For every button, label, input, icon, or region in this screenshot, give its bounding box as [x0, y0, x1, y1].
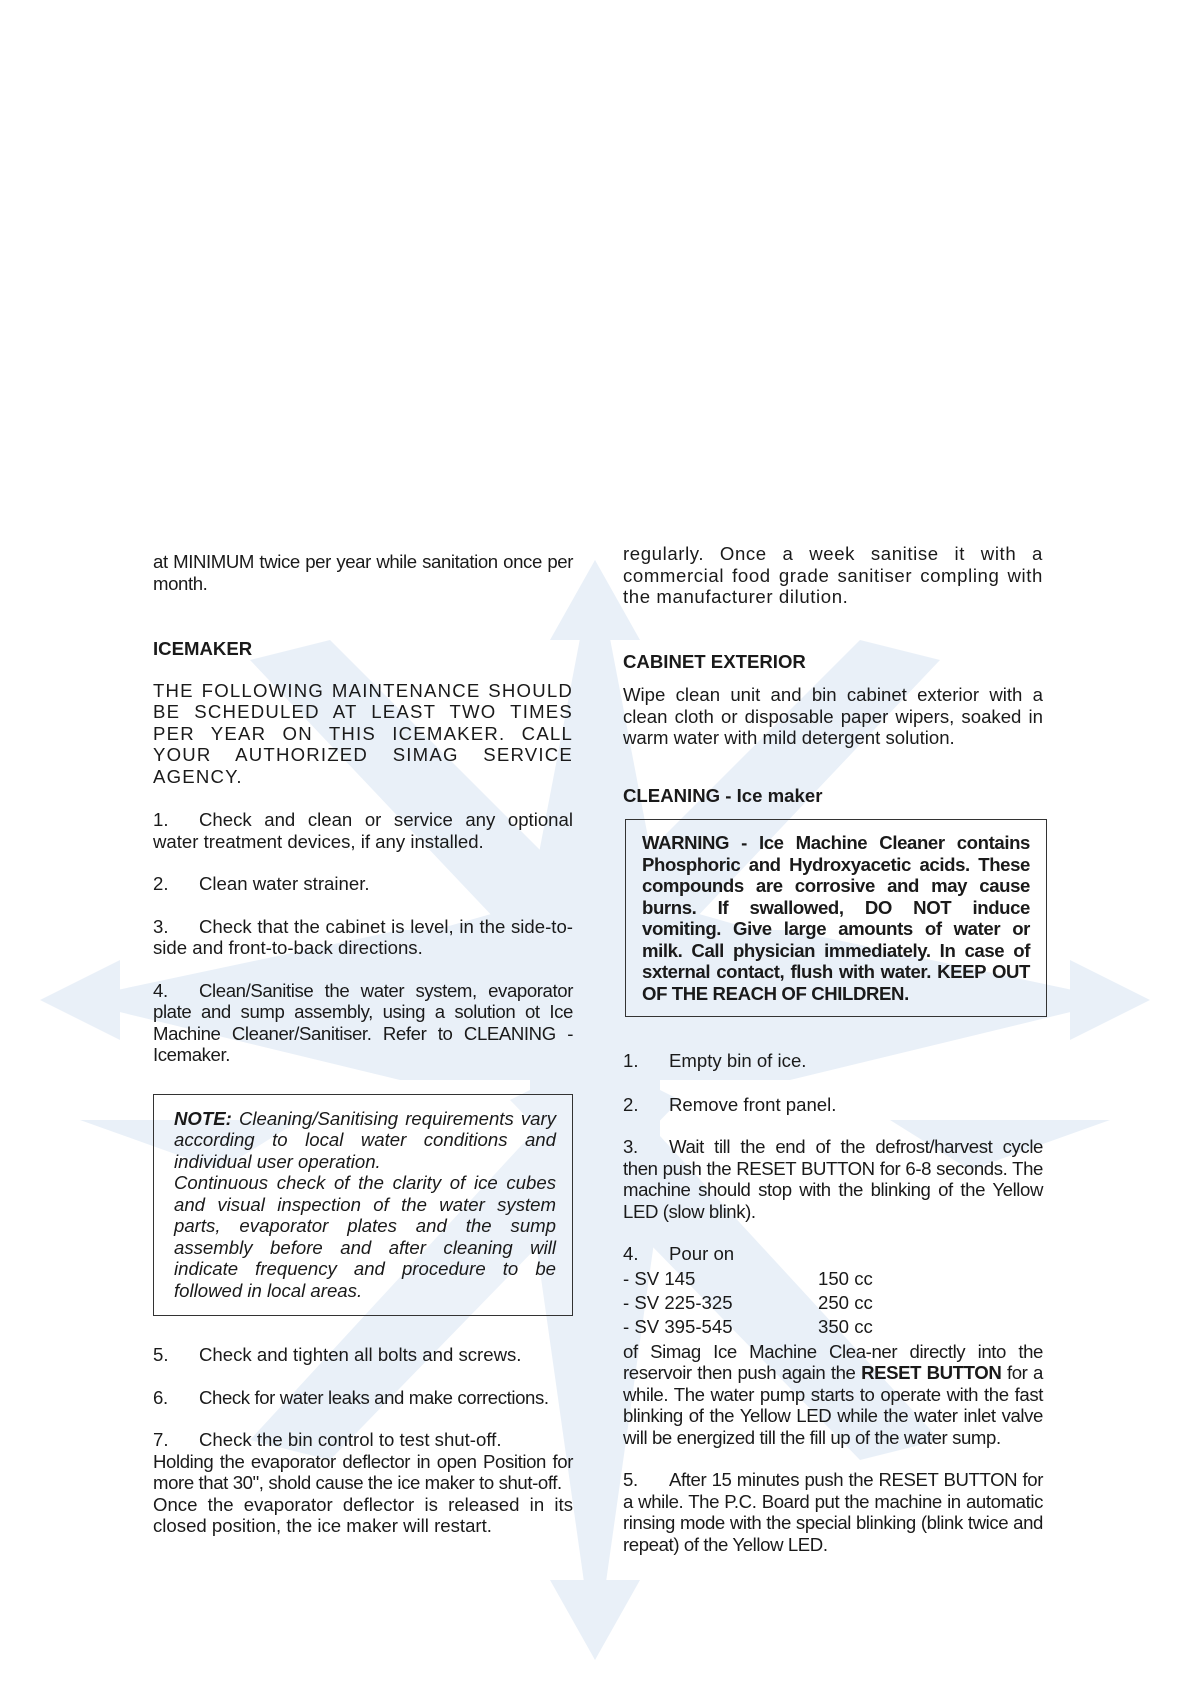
left-column	[153, 551, 573, 1537]
right-intro: regularly. Once a week sanitise it with a commercial food grade sanitiser compling with the manufacturer dilution.	[623, 543, 1043, 607]
step-item: 6. Check for water leaks and make corrections.	[153, 1386, 549, 1408]
step-item: 2. Remove front panel.	[623, 1093, 837, 1115]
sv-volume-table	[623, 1267, 1043, 1339]
cabinet-exterior-heading: CABINET EXTERIOR	[623, 650, 806, 672]
step-item: 4. Clean/Sanitise the water system, evaporator plate and sump assembly, using a solution ot Ice Machine Cleaner/Sanitiser. Refer to CLEANING - Icemaker.	[153, 979, 573, 1065]
sv-row: - SV 395-545 350 cc	[623, 1315, 873, 1337]
warning-box	[625, 819, 1047, 1017]
step-item: 5. Check and tighten all bolts and screws.	[153, 1344, 522, 1365]
warning-text: WARNING - Ice Machine Cleaner contains Phosphoric and Hydroxyacetic acids. These compounds are corrosive and may cause burns. If swallowed, DO NOT induce vomiting. Give large amounts of water or milk. Call physician immediately. In case of sxternal contact, flush with water. KEEP OUT OF THE REACH OF CHILDREN.	[642, 832, 1030, 1004]
sv-row: - SV 145 150 cc	[623, 1267, 873, 1289]
left-intro: at MINIMUM twice per year while sanitation once per month.	[153, 551, 573, 594]
step-item: 1. Empty bin of ice.	[623, 1050, 807, 1071]
note-text-continued: Continuous check of the clarity of ice cubes and visual inspection of the water system parts, evaporator plates and the sump assembly before and after cleaning will indicate frequency and procedure to be followed in local areas.	[174, 1172, 556, 1301]
step-item: 7. Check the bin control to test shut-off.	[153, 1429, 502, 1450]
step-item: 5. After 15 minutes push the RESET BUTTON for a while. The P.C. Board put the machine in automatic rinsing mode with the special blinking (blink twice and repeat) of the Yellow LED.	[623, 1469, 1043, 1555]
cabinet-exterior-text: Wipe clean unit and bin cabinet exterior with a clean cloth or disposable paper wipers, soaked in warm water with mild detergent solution.	[623, 684, 1043, 748]
step-item: 1. Check and clean or service any optional water treatment devices, if any installed.	[153, 809, 573, 852]
step-item: 3. Wait till the end of the defrost/harvest cycle then push the RESET BUTTON for 6-8 seconds. The machine should stop with the blinking of the Yellow LED (slow blink).	[623, 1136, 1043, 1222]
step-item: 2. Clean water strainer.	[153, 873, 370, 894]
note-label: NOTE:	[174, 1107, 232, 1129]
note-text: NOTE: Cleaning/Sanitising requirements vary according to local water conditions and individual user operation.	[174, 1107, 556, 1172]
sv-row: - SV 225-325 250 cc	[623, 1291, 873, 1313]
right-column	[623, 543, 1043, 1555]
icemaker-heading: ICEMAKER	[153, 638, 253, 659]
step7-detail-restart: Once the evaporator deflector is released in its closed position, the ice maker will restart.	[153, 1493, 573, 1536]
maintenance-schedule-text: THE FOLLOWING MAINTENANCE SHOULD BE SCHEDULED AT LEAST TWO TIMES PER YEAR ON THIS ICEMAKER. CALL YOUR AUTHORIZED SIMAG SERVICE AGENCY.	[153, 679, 573, 787]
pour-instructions: of Simag Ice Machine Clea-ner directly into the reservoir then push again the RESET BUTTON for a while. The water pump starts to operate with the fast blinking of the Yellow LED while the water inlet valve will be energized till the fill up of the water sump.	[623, 1340, 1043, 1448]
step-item: 4. Pour on	[623, 1243, 735, 1264]
cleaning-heading: CLEANING - Ice maker	[623, 784, 823, 806]
step7-detail: Holding the evaporator deflector in open Position for more that 30", shold cause the ice maker to shut-off.	[153, 1450, 573, 1493]
note-box	[153, 1094, 573, 1317]
step-item: 3. Check that the cabinet is level, in the side-to-side and front-to-back directions.	[153, 915, 573, 958]
